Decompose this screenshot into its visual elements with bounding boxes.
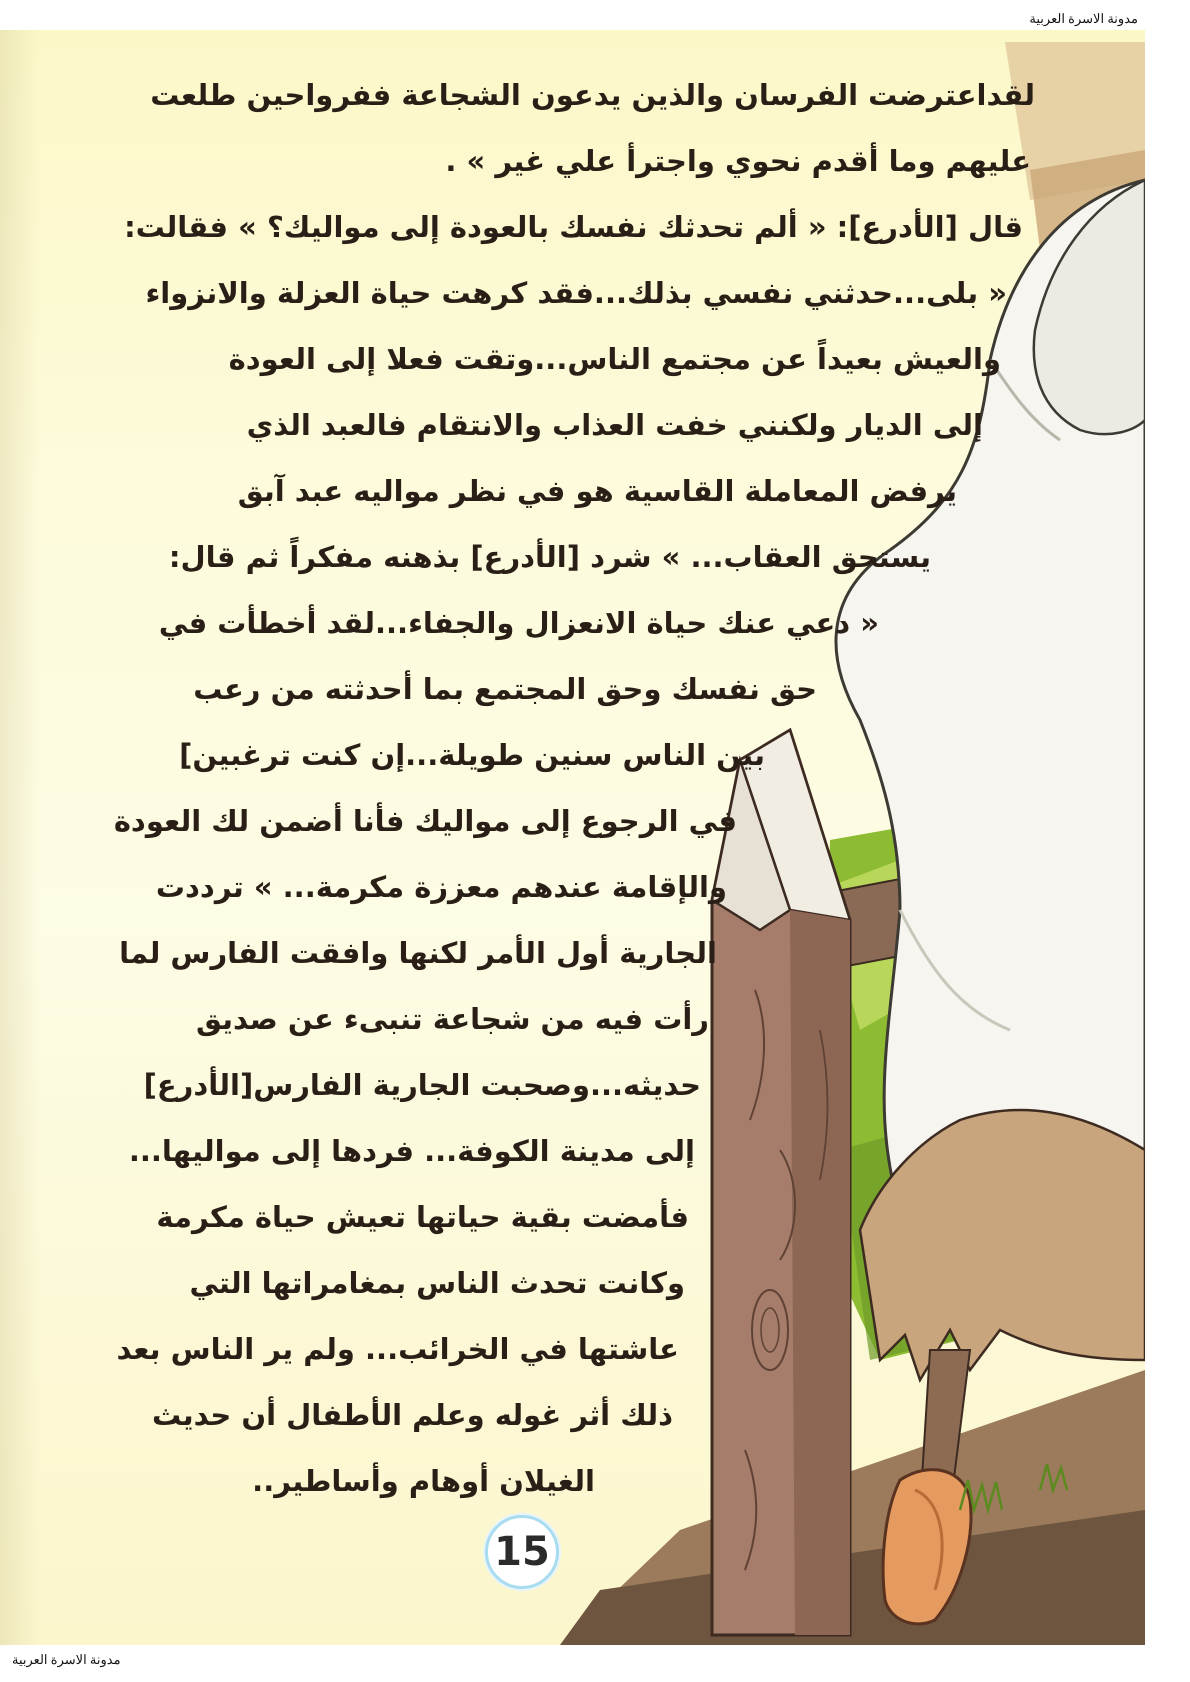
watermark-bottom: مدونة الاسرة العربية — [12, 1652, 121, 1667]
story-line: « دعي عنك حياة الانعزال والجفاء...لقد أخطأت في — [158, 606, 879, 640]
watermark-top: مدونة الاسرة العربية — [1029, 11, 1138, 26]
story-line: عليهم وما أقدم نحوي واجترأ علي غير » . — [445, 144, 1031, 178]
story-line: يرفض المعاملة القاسية هو في نظر مواليه عبد آبق — [237, 474, 957, 508]
story-line: لقداعترضت الفرسان والذين يدعون الشجاعة ففرواحين طلعت — [150, 78, 1035, 112]
story-line: إلى مدينة الكوفة... فردها إلى مواليها... — [128, 1134, 695, 1168]
story-line: في الرجوع إلى مواليك فأنا أضمن لك العودة — [113, 804, 737, 838]
story-line: عاشتها في الخرائب... ولم ير الناس بعد — [116, 1332, 679, 1366]
story-line: حق نفسك وحق المجتمع بما أحدثته من رعب — [193, 672, 817, 706]
story-line: بين الناس سنين طويلة...إن كنت ترغبين] — [179, 738, 765, 772]
book-page — [0, 30, 1145, 1645]
story-line: ذلك أثر غوله وعلم الأطفال أن حديث — [152, 1398, 673, 1432]
story-line: والعيش بعيداً عن مجتمع الناس...وتقت فعلا إلى العودة — [228, 342, 1001, 376]
story-line: رأت فيه من شجاعة تنبىء عن صديق — [196, 1002, 709, 1036]
story-line: « بلى...حدثني نفسي بذلك...فقد كرهت حياة العزلة والانزواء — [145, 276, 1007, 310]
story-line: حديثه...وصحبت الجارية الفارس[الأدرع] — [143, 1068, 701, 1102]
page-number: 15 — [485, 1515, 559, 1589]
story-line: وكانت تحدث الناس بمغامراتها التي — [189, 1266, 685, 1300]
story-line: الغيلان أوهام وأساطير.. — [252, 1464, 595, 1498]
story-line: قال [الأدرع]: « ألم تحدثك نفسك بالعودة إلى مواليك؟ » فقالت: — [124, 210, 1023, 244]
story-line: فأمضت بقية حياتها تعيش حياة مكرمة — [156, 1200, 689, 1234]
story-line: والإقامة عندهم معززة مكرمة... » ترددت — [155, 870, 727, 904]
story-line: إلى الديار ولكنني خفت العذاب والانتقام فالعبد الذي — [246, 408, 983, 442]
story-line: يستحق العقاب... » شرد [الأدرع] بذهنه مفكراً ثم قال: — [168, 540, 931, 574]
story-line: الجارية أول الأمر لكنها وافقت الفارس لما — [119, 936, 717, 970]
